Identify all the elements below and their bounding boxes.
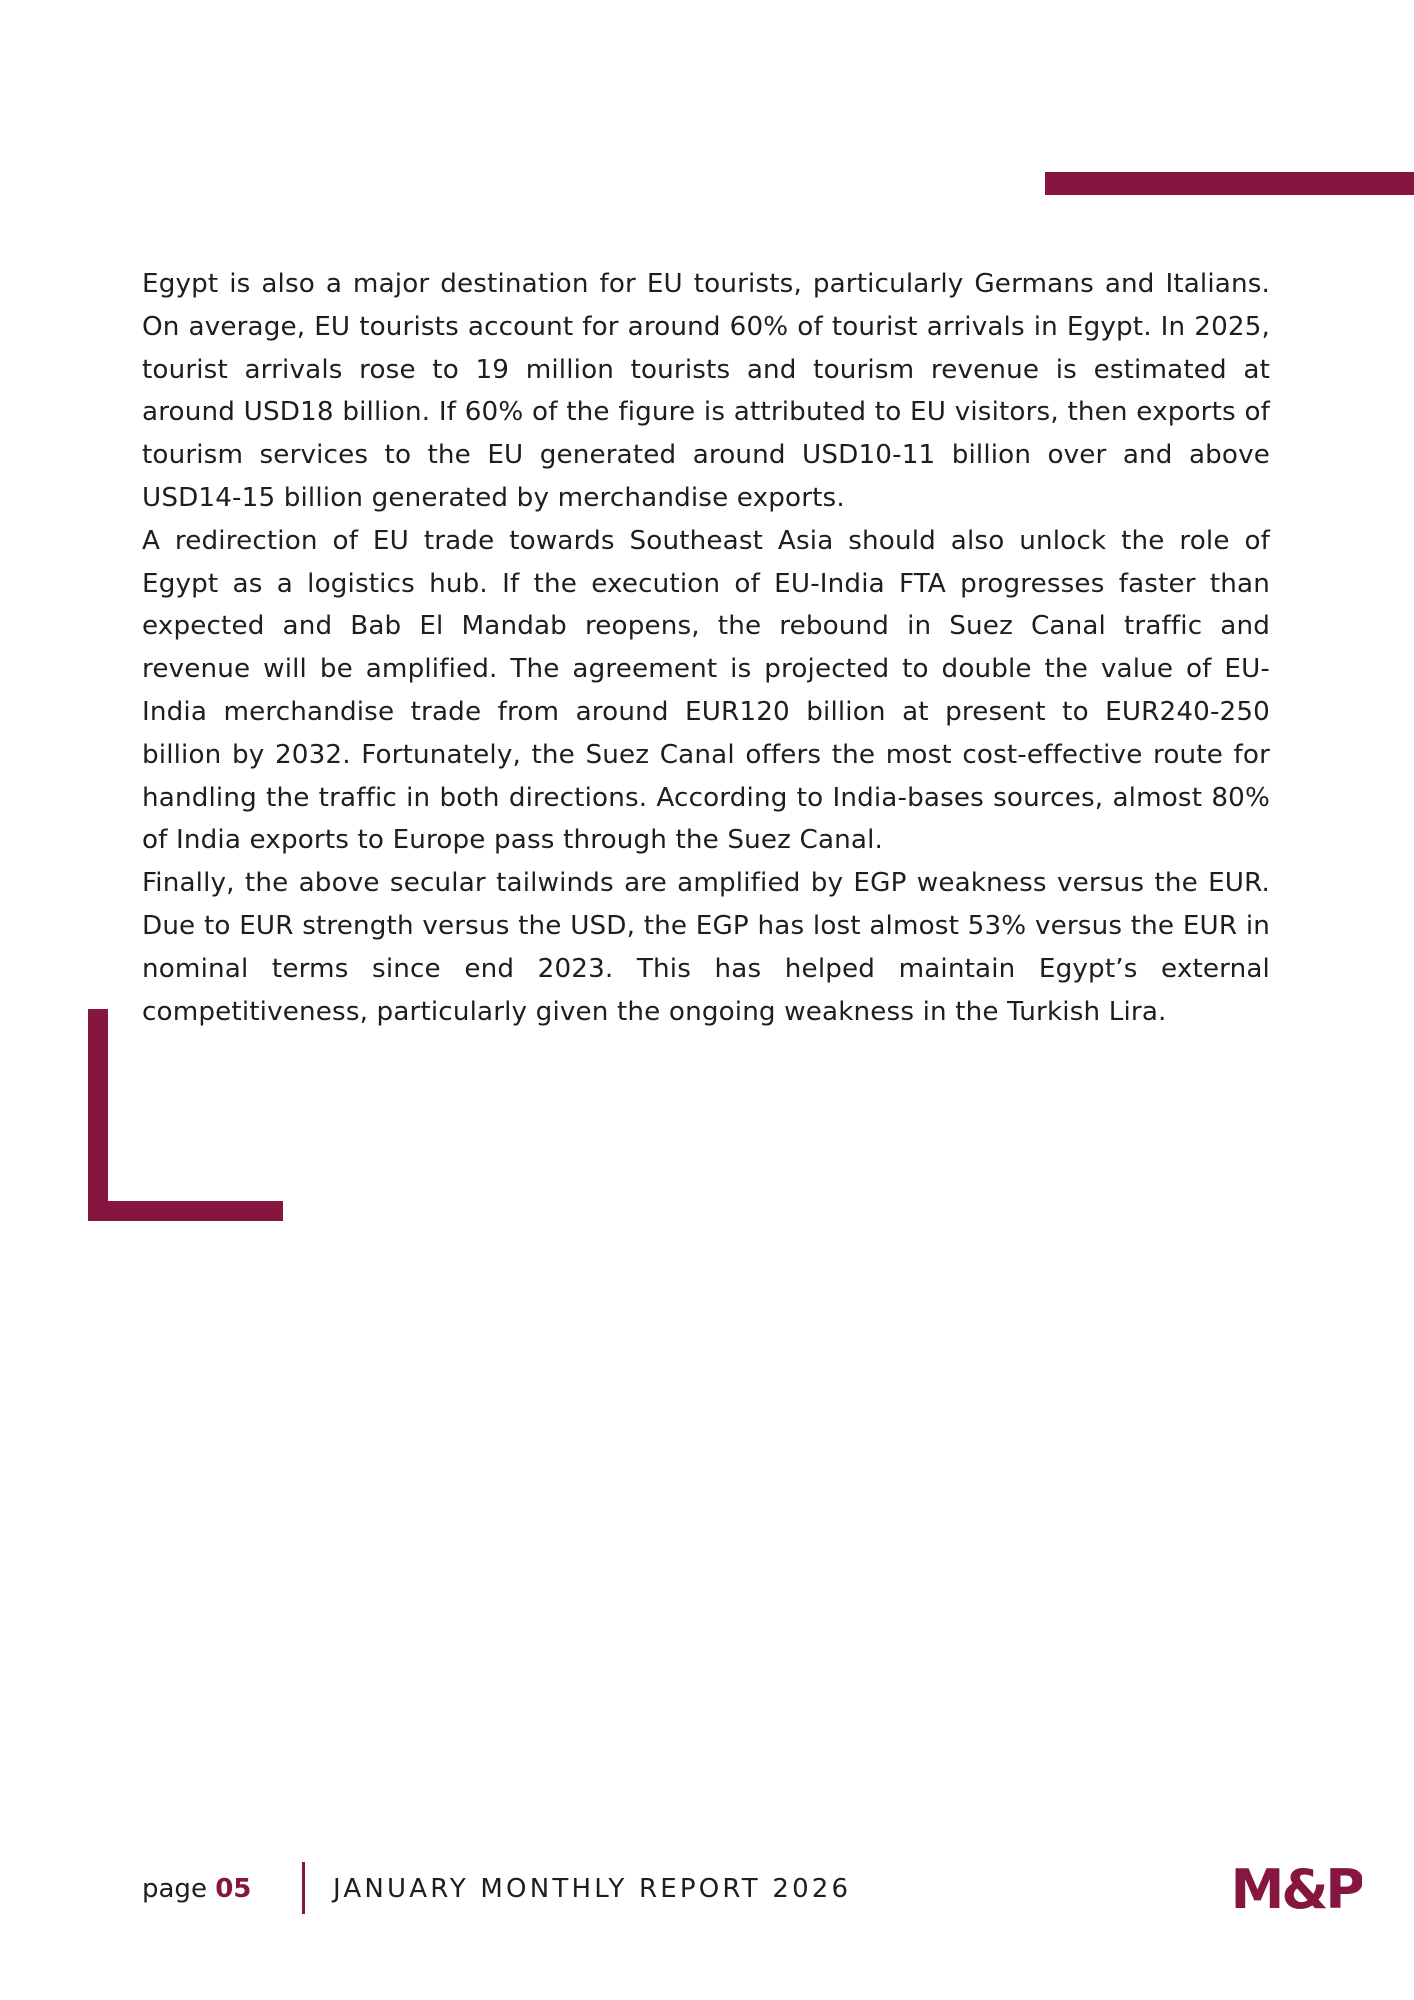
mp-logo: [1182, 1862, 1362, 1914]
page-prefix: page: [142, 1874, 207, 1904]
report-title: JANUARY MONTHLY REPORT 2026: [333, 1874, 852, 1904]
top-accent-bar: [1045, 172, 1414, 195]
paragraph-tourism: Egypt is also a major destination for EU tourists, particularly Germans and Italians. On average, EU tourists account for around 60% of tourist arrivals in Egypt. In 2025, tourist arrivals rose to 19 million tourists and tourism revenue is estimated at around USD18 billion. If 60% of the figure is attributed to EU visitors, then exports of tourism services to the EU generated around USD10-11 billion over and above USD14-15 billion generated by merchandise exports.: [142, 269, 1270, 513]
page-label: [142, 1872, 251, 1906]
logo-text: M&P: [1230, 1862, 1362, 1914]
page-footer: [142, 1862, 1362, 1918]
corner-bracket-horizontal: [88, 1201, 283, 1221]
body-text: [142, 263, 1270, 1033]
footer-divider: [302, 1862, 305, 1914]
paragraph-currency: Finally, the above secular tailwinds are amplified by EGP weakness versus the EUR. Due to EUR strength versus the USD, the EGP has lost almost 53% versus the EUR in nominal terms since end 2023. This has helped maintain Egypt’s external competitiveness, particularly given the ongoing weakness in the Turkish Lira.: [142, 868, 1270, 1027]
page-number: 05: [215, 1874, 252, 1904]
paragraph-logistics-hub: A redirection of EU trade towards Southeast Asia should also unlock the role of Egypt as a logistics hub. If the execution of EU-India FTA progresses faster than expected and Bab El Mandab reopens, the rebound in Suez Canal traffic and revenue will be amplified. The agreement is projected to double the value of EU-India merchandise trade from around EUR120 billion at present to EUR240-250 billion by 2032. Fortunately, the Suez Canal offers the most cost-effective route for handling the traffic in both directions. According to India-bases sources, almost 80% of India exports to Europe pass through the Suez Canal.: [142, 525, 1270, 856]
corner-bracket-vertical: [88, 1009, 108, 1221]
